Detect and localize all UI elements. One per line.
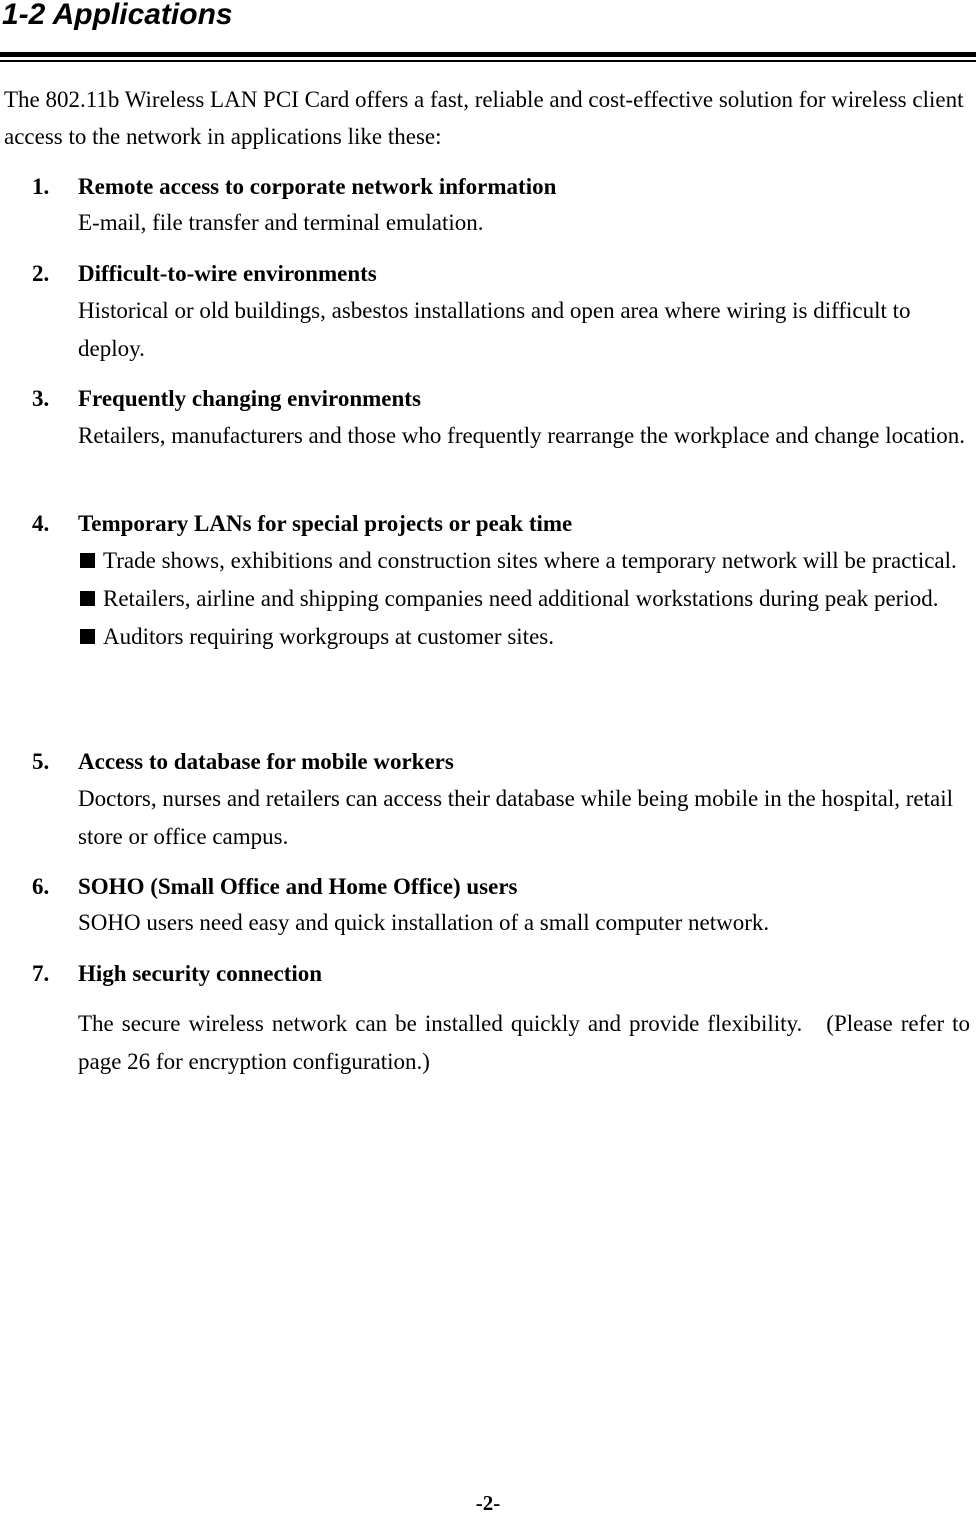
item-title: High security connection — [78, 961, 323, 986]
item-number: 3. — [32, 386, 50, 411]
item-title: SOHO (Small Office and Home Office) users — [78, 874, 518, 899]
square-bullet-icon — [80, 629, 95, 644]
item-number: 4. — [32, 511, 50, 536]
bullet-text: Retailers, airline and shipping companies need additional workstations during peak period. — [103, 586, 939, 611]
item-description: E-mail, file transfer and terminal emulation. — [78, 210, 484, 235]
item-title: Difficult-to-wire environments — [78, 261, 377, 286]
bullet-text: Trade shows, exhibitions and construction sites where a temporary network will be practical. — [103, 548, 957, 573]
item-description: Historical or old buildings, asbestos installations and open area where wiring is difficult to deploy. — [78, 298, 911, 361]
item-bullet-list — [78, 542, 970, 656]
item-description: Doctors, nurses and retailers can access their database while being mobile in the hospital, retail store or office campus. — [78, 786, 953, 849]
item-number: 1. — [32, 174, 50, 199]
intro-paragraph: The 802.11b Wireless LAN PCI Card offers a fast, reliable and cost-effective solution for wireless client access to the network in applications like these: — [4, 87, 964, 149]
bullet-text: Auditors requiring workgroups at customer sites. — [103, 624, 554, 649]
page-number: -2- — [475, 1491, 501, 1515]
item-number: 2. — [32, 261, 50, 286]
item-title: Temporary LANs for special projects or peak time — [78, 511, 573, 536]
square-bullet-icon — [80, 591, 95, 606]
item-description: The secure wireless network can be installed quickly and provide flexibility. (Please refer to page 26 for encryption configuration.) — [78, 1011, 976, 1074]
item-description: SOHO users need easy and quick installation of a small computer network. — [78, 910, 770, 935]
heading-rule-thin — [0, 60, 976, 62]
heading-rule-thick — [0, 52, 976, 57]
item-title: Frequently changing environments — [78, 386, 421, 411]
bullet-item — [78, 542, 970, 580]
item-number: 5. — [32, 749, 50, 774]
item-title: Remote access to corporate network information — [78, 174, 557, 199]
section-title: 1-2 Applications — [2, 0, 233, 31]
item-number: 7. — [32, 961, 50, 986]
item-description: Retailers, manufacturers and those who frequently rearrange the workplace and change location. — [78, 423, 966, 448]
item-title: Access to database for mobile workers — [78, 749, 454, 774]
bullet-item — [78, 618, 970, 656]
item-number: 6. — [32, 874, 50, 899]
bullet-item — [78, 580, 970, 618]
square-bullet-icon — [80, 553, 95, 568]
